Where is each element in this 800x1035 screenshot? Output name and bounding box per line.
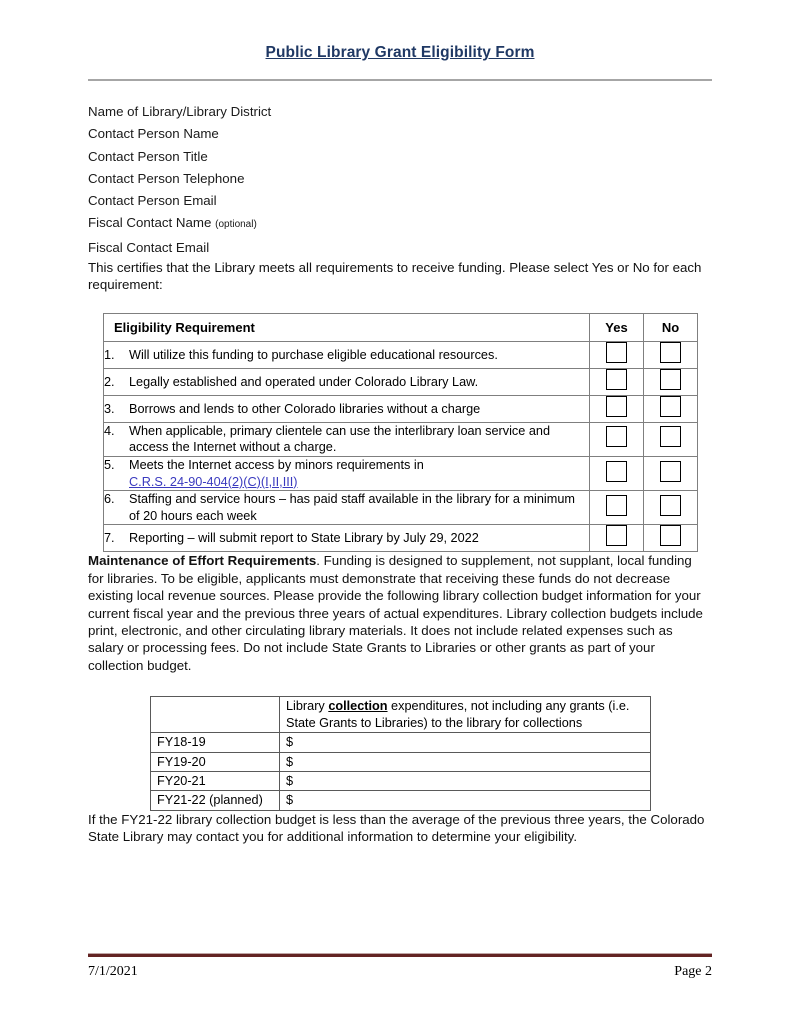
table-row xyxy=(151,771,651,790)
checkbox-no-2[interactable] xyxy=(660,369,681,390)
requirement-cell xyxy=(104,457,590,491)
no-checkbox-cell[interactable] xyxy=(644,395,698,422)
footer-date: 7/1/2021 xyxy=(88,964,138,979)
requirement-text: Reporting – will submit report to State Library by July 29, 2022 xyxy=(129,531,479,546)
requirement-number: 2. xyxy=(104,374,115,389)
requirement-text: Borrows and lends to other Colorado libraries without a charge xyxy=(129,401,481,416)
requirement-number: 7. xyxy=(104,531,115,546)
yes-checkbox-cell[interactable] xyxy=(590,422,644,456)
field-contact-person-email xyxy=(88,190,712,212)
budget-header-description xyxy=(280,697,651,733)
field-label: Fiscal Contact Email xyxy=(88,239,210,255)
requirement-cell xyxy=(104,368,590,395)
budget-amount-input-fy18-19[interactable]: $ xyxy=(280,733,651,752)
requirement-number: 5. xyxy=(104,458,115,473)
page-title-text: Public Library Grant Eligibility Form xyxy=(265,44,535,61)
no-checkbox-cell[interactable] xyxy=(644,341,698,368)
table-row xyxy=(104,341,698,368)
field-label: Contact Person Title xyxy=(88,148,208,164)
footer-divider xyxy=(88,953,712,957)
requirement-cell xyxy=(104,422,590,456)
requirement-cell xyxy=(104,341,590,368)
requirement-text xyxy=(129,457,589,490)
checkbox-yes-6[interactable] xyxy=(606,495,627,516)
requirement-cell xyxy=(104,491,590,525)
table-row xyxy=(104,368,698,395)
budget-amount-input-fy20-21[interactable]: $ xyxy=(280,771,651,790)
table-row xyxy=(104,422,698,456)
field-optional-note: (optional) xyxy=(215,219,257,231)
page-title xyxy=(88,0,712,62)
budget-year-label: FY20-21 xyxy=(151,771,280,790)
crs-statute-link[interactable]: C.R.S. 24-90-404(2)(C)(I,II,III) xyxy=(129,474,298,489)
table-row xyxy=(104,395,698,422)
requirement-text: Staffing and service hours – has paid staff available in the library for a minimum of 20 hours each week xyxy=(129,492,575,523)
budget-header-corner xyxy=(151,697,280,733)
requirement-text: Will utilize this funding to purchase eligible educational resources. xyxy=(129,347,498,362)
closing-paragraph: If the FY21-22 library collection budget is less than the average of the previous three years, the Colorado State Library may contact you for additional information to determine your eligibility. xyxy=(88,811,705,845)
page-footer xyxy=(88,953,712,980)
table-row xyxy=(151,733,651,752)
no-checkbox-cell[interactable] xyxy=(644,525,698,552)
no-checkbox-cell[interactable] xyxy=(644,422,698,456)
footer-content xyxy=(88,964,712,980)
no-checkbox-cell[interactable] xyxy=(644,457,698,491)
budget-header-emphasis: collection xyxy=(328,699,388,714)
field-library-name xyxy=(88,101,712,123)
field-fiscal-contact-email xyxy=(88,237,712,259)
no-checkbox-cell[interactable] xyxy=(644,491,698,525)
eligibility-table-container xyxy=(88,313,712,553)
checkbox-no-7[interactable] xyxy=(660,525,681,546)
requirement-number: 6. xyxy=(104,492,115,507)
budget-amount-input-fy21-22[interactable]: $ xyxy=(280,791,651,810)
requirement-text-line: Meets the Internet access by minors requirements in xyxy=(129,458,424,473)
maintenance-of-effort-heading: Maintenance of Effort Requirements xyxy=(88,553,317,569)
yes-checkbox-cell[interactable] xyxy=(590,368,644,395)
table-header-row xyxy=(151,697,651,733)
field-label: Contact Person Telephone xyxy=(88,170,245,186)
budget-amount-input-fy19-20[interactable]: $ xyxy=(280,752,651,771)
field-contact-person-title xyxy=(88,146,712,168)
checkbox-yes-3[interactable] xyxy=(606,396,627,417)
maintenance-of-effort-body: . Funding is designed to supplement, not supplant, local funding for libraries. To be eligible, applicants must demonstrate that receiving these funds do not decrease existing local revenue sources. Please provide the following library collection budget information for your current fiscal year and the previous three years of actual expenditures. Library collection budgets include print, electronic, and other circulating library materials. It does not include related expenses such as salary or processing fees. Do not include State Grants to Libraries or other grants as part of your collection budget. xyxy=(88,553,703,673)
field-label: Contact Person Name xyxy=(88,126,219,142)
checkbox-no-4[interactable] xyxy=(660,426,681,447)
checkbox-yes-2[interactable] xyxy=(606,369,627,390)
checkbox-yes-7[interactable] xyxy=(606,525,627,546)
field-fiscal-contact-name xyxy=(88,212,712,236)
table-header-row xyxy=(104,313,698,341)
yes-checkbox-cell[interactable] xyxy=(590,341,644,368)
budget-year-label: FY21-22 (planned) xyxy=(151,791,280,810)
yes-checkbox-cell[interactable] xyxy=(590,457,644,491)
checkbox-yes-1[interactable] xyxy=(606,342,627,363)
field-label: Fiscal Contact Name xyxy=(88,215,212,231)
certification-paragraph: This certifies that the Library meets all requirements to receive funding. Please select Yes or No for each requirement: xyxy=(88,260,702,293)
table-row xyxy=(151,752,651,771)
checkbox-yes-4[interactable] xyxy=(606,426,627,447)
requirement-text: Legally established and operated under Colorado Library Law. xyxy=(129,374,479,389)
checkbox-no-1[interactable] xyxy=(660,342,681,363)
eligibility-table xyxy=(103,313,698,553)
yes-checkbox-cell[interactable] xyxy=(590,395,644,422)
footer-page-number: Page 2 xyxy=(674,964,712,979)
no-checkbox-cell[interactable] xyxy=(644,368,698,395)
requirement-cell xyxy=(104,525,590,552)
table-row xyxy=(104,525,698,552)
budget-year-label: FY19-20 xyxy=(151,752,280,771)
field-label: Name of Library/Library District xyxy=(88,104,272,119)
table-row xyxy=(151,791,651,810)
requirement-number: 4. xyxy=(104,423,115,438)
checkbox-no-5[interactable] xyxy=(660,461,681,482)
collection-budget-table xyxy=(150,696,651,810)
budget-year-label: FY18-19 xyxy=(151,733,280,752)
checkbox-yes-5[interactable] xyxy=(606,461,627,482)
checkbox-no-6[interactable] xyxy=(660,495,681,516)
contact-field-list xyxy=(88,101,712,259)
requirement-text: When applicable, primary clientele can use the interlibrary loan service and access the Internet without a charge. xyxy=(129,423,551,455)
table-row xyxy=(104,457,698,491)
yes-checkbox-cell[interactable] xyxy=(590,525,644,552)
column-header-no: No xyxy=(644,313,698,341)
requirement-cell xyxy=(104,395,590,422)
field-contact-person-telephone xyxy=(88,168,712,190)
field-label: Contact Person Email xyxy=(88,193,217,209)
header-divider xyxy=(88,79,712,81)
column-header-requirement: Eligibility Requirement xyxy=(104,313,590,341)
yes-checkbox-cell[interactable] xyxy=(590,491,644,525)
budget-header-after: expenditures, not including any grants (i.e. State Grants to Libraries) to the library for collections xyxy=(286,699,630,730)
requirement-number: 3. xyxy=(104,401,115,416)
budget-header-before: Library xyxy=(286,699,329,714)
checkbox-no-3[interactable] xyxy=(660,396,681,417)
maintenance-of-effort-paragraph xyxy=(88,552,703,674)
budget-table-container xyxy=(88,696,712,810)
requirement-number: 1. xyxy=(104,347,115,362)
column-header-yes: Yes xyxy=(590,313,644,341)
table-row xyxy=(104,491,698,525)
field-contact-person-name xyxy=(88,123,712,145)
